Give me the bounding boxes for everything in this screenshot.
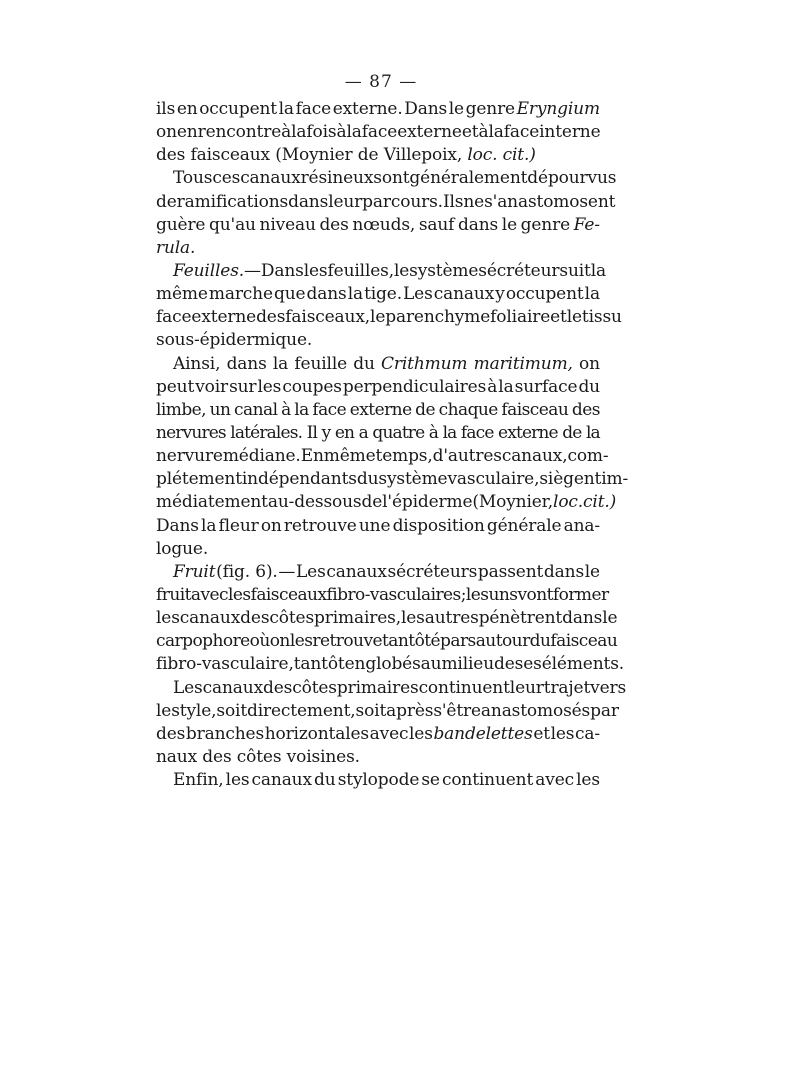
word: autour: [475, 631, 530, 652]
text-line: [156, 723, 600, 746]
word: des: [202, 746, 232, 767]
word: retrouve: [312, 631, 383, 652]
word: leur: [509, 677, 544, 698]
word: directement,: [247, 700, 356, 721]
word: les: [576, 770, 600, 791]
word: les: [225, 770, 250, 791]
word: de: [357, 145, 379, 166]
word: Les: [173, 677, 203, 698]
word: le: [156, 700, 172, 721]
word: côtes: [236, 746, 282, 767]
word: médiane.: [222, 446, 301, 467]
word: (Moynier,: [472, 492, 554, 513]
word: sur: [229, 376, 257, 397]
text-line: [156, 584, 609, 607]
word: les: [257, 376, 282, 397]
word: à: [428, 422, 439, 443]
word: sont: [373, 168, 410, 189]
word: Tous: [173, 168, 213, 189]
word: une: [358, 515, 391, 536]
word: la: [201, 515, 217, 536]
word: im-: [601, 469, 629, 490]
word: milieu: [441, 654, 494, 675]
word: carpophore: [156, 631, 250, 652]
word: se: [421, 770, 440, 791]
word: (Moynier: [275, 145, 353, 166]
word: face: [503, 122, 540, 143]
word: côtes: [292, 677, 337, 698]
text-line: [156, 283, 600, 306]
word: dans: [543, 561, 585, 582]
word: suit: [559, 260, 591, 281]
word: les: [400, 608, 425, 629]
text-line: [156, 237, 600, 260]
word: continuent: [441, 770, 534, 791]
word: à: [478, 122, 489, 143]
word: face: [312, 399, 347, 420]
text-line: [156, 98, 600, 121]
word: canaux: [240, 168, 301, 189]
word: des: [256, 307, 286, 328]
text-line: [156, 769, 600, 792]
word: vont: [517, 584, 553, 605]
word: Ils: [442, 191, 464, 212]
word: externe: [498, 422, 558, 443]
word: Les: [403, 284, 433, 305]
word: logue.: [156, 538, 209, 559]
word: perpendiculaires: [342, 376, 487, 397]
word: loc.: [553, 492, 584, 513]
word: —: [244, 260, 261, 281]
word: et: [533, 723, 550, 744]
word: on: [579, 353, 600, 374]
word: branches: [185, 723, 265, 744]
text-line: [156, 746, 600, 769]
word: parenchyme: [385, 307, 491, 328]
page-number: — 87 —: [344, 72, 418, 92]
word: de: [156, 191, 177, 212]
word: maritimum,: [473, 353, 573, 374]
word: Les: [296, 561, 326, 582]
word: tantôt: [382, 631, 431, 652]
word: ramifications: [176, 191, 289, 212]
word: disposition: [392, 515, 485, 536]
word: ana-: [563, 515, 600, 536]
word: limbe,: [156, 399, 207, 420]
word: externe: [349, 399, 412, 420]
word: les: [289, 631, 313, 652]
word: système: [378, 469, 448, 490]
word: canaux,: [501, 446, 568, 467]
word: face: [295, 99, 332, 119]
word: passent: [477, 561, 544, 582]
text-line: [156, 468, 629, 491]
word: résineux: [300, 168, 374, 189]
word: Enfin,: [173, 770, 224, 791]
word: des: [263, 677, 293, 698]
word: d'autres: [432, 446, 502, 467]
word: dans: [306, 284, 347, 305]
word: de: [415, 399, 436, 420]
word: les: [156, 608, 180, 629]
word: peut: [156, 376, 195, 397]
word: faisceau: [501, 399, 569, 420]
word: que: [273, 284, 306, 305]
word: et: [461, 122, 479, 143]
word: y: [495, 284, 505, 305]
word: vers: [590, 677, 627, 698]
word: la: [584, 284, 600, 305]
word: faisceaux,: [285, 307, 371, 328]
word: l'épiderme: [382, 492, 473, 513]
word: la: [442, 422, 457, 443]
word: bandelettes: [433, 723, 533, 744]
word: la: [278, 99, 294, 119]
word: primaires,: [314, 608, 401, 629]
word: Dans: [260, 260, 304, 281]
word: tissu: [581, 307, 622, 328]
word: rula.: [156, 237, 196, 258]
word: externe.: [332, 99, 403, 119]
word: face: [361, 122, 398, 143]
word: sauf: [418, 214, 455, 235]
word: quatre: [372, 422, 425, 443]
word: dans: [288, 191, 329, 212]
word: en: [176, 99, 198, 119]
word: retrouve: [283, 515, 357, 536]
word: —: [278, 561, 296, 582]
text-line: [156, 700, 619, 723]
word: fleur: [218, 515, 259, 536]
text-line: [156, 491, 617, 514]
word: le: [370, 307, 386, 328]
text-line: [156, 376, 600, 399]
text-line: [156, 422, 600, 445]
text-line: [156, 353, 600, 376]
word: on: [156, 122, 177, 143]
word: la: [585, 422, 600, 443]
word: Dans: [156, 515, 199, 536]
word: des: [571, 399, 600, 420]
word: loc. cit.): [467, 145, 536, 166]
word: de: [361, 492, 383, 513]
word: en: [334, 422, 355, 443]
text-line: [156, 607, 618, 630]
word: Fruit: [173, 561, 216, 582]
word: Feuilles.: [173, 260, 245, 281]
word: un: [209, 399, 231, 420]
word: primaires: [336, 677, 419, 698]
word: la: [272, 353, 289, 374]
text-line: [156, 399, 600, 422]
word: ils: [156, 99, 176, 119]
word: indépendants: [241, 469, 357, 490]
word: voisines.: [286, 746, 360, 767]
word: y: [321, 422, 331, 443]
word: externe: [397, 122, 462, 143]
word: face: [156, 307, 192, 328]
word: ces: [212, 168, 241, 189]
word: canal: [234, 399, 278, 420]
word: sécréteur: [478, 260, 560, 281]
text-line: [156, 214, 600, 237]
word: marche: [208, 284, 273, 305]
word: coupes: [282, 376, 342, 397]
word: fibro-vasculaires;: [326, 584, 466, 605]
word: le: [566, 307, 582, 328]
word: (fig. 6).: [216, 561, 278, 582]
word: chaque: [438, 399, 498, 420]
word: des: [156, 723, 186, 744]
word: s'être: [433, 700, 481, 721]
word: foliaire: [490, 307, 551, 328]
word: feuille: [294, 353, 348, 374]
word: style,: [171, 700, 217, 721]
text-line: [156, 167, 617, 190]
word: temps,: [375, 446, 433, 467]
word: ca-: [575, 723, 600, 744]
word: faisceau: [550, 631, 618, 652]
word: même: [156, 284, 208, 305]
word: fois: [306, 122, 337, 143]
text-line: [156, 445, 609, 468]
word: vasculaire,: [447, 469, 540, 490]
word: de: [562, 422, 582, 443]
word: latérales.: [230, 422, 303, 443]
word: après: [386, 700, 434, 721]
word: avec: [369, 723, 409, 744]
word: en: [176, 122, 198, 143]
word: anastomosés: [480, 700, 591, 721]
word: stylopode: [337, 770, 420, 791]
word: et: [550, 307, 567, 328]
word: au-dessous: [267, 492, 362, 513]
word: côtes: [269, 608, 315, 629]
word: com-: [567, 446, 609, 467]
word: soit: [355, 700, 387, 721]
word: la: [488, 122, 504, 143]
word: dépourvus: [527, 168, 617, 189]
word: soit: [216, 700, 248, 721]
word: Il: [306, 422, 318, 443]
word: Ainsi,: [173, 353, 221, 374]
word: canaux: [202, 677, 264, 698]
word: face: [460, 422, 494, 443]
word: trajet: [543, 677, 591, 698]
word: canaux: [251, 770, 312, 791]
body-text: [156, 98, 629, 792]
word: le: [448, 99, 464, 119]
word: occupent: [505, 284, 584, 305]
word: Eryngium: [516, 99, 600, 119]
word: la: [291, 122, 307, 143]
text-line: [156, 677, 627, 700]
word: Villepoix,: [383, 145, 463, 166]
word: au: [420, 654, 442, 675]
word: parcours.: [362, 191, 443, 212]
word: la: [294, 399, 309, 420]
word: le: [501, 214, 517, 235]
word: genre: [520, 214, 570, 235]
word: les: [465, 584, 489, 605]
word: englobés: [344, 654, 421, 675]
word: même: [323, 446, 376, 467]
word: En: [300, 446, 324, 467]
word: des: [156, 145, 186, 166]
word: par: [590, 700, 619, 721]
word: autres: [424, 608, 479, 629]
word: Fe-: [573, 214, 600, 235]
word: surface: [514, 376, 578, 397]
word: Dans: [404, 99, 448, 119]
word: épars: [430, 631, 476, 652]
word: dans: [226, 353, 267, 374]
word: les: [303, 260, 328, 281]
word: avec: [190, 584, 229, 605]
word: cit.): [583, 492, 617, 513]
word: Crithmum: [381, 353, 468, 374]
word: à: [281, 399, 291, 420]
word: s'anastomosent: [484, 191, 616, 212]
text-line: [156, 538, 600, 561]
word: naux: [156, 746, 198, 767]
word: des: [240, 608, 270, 629]
text-line: [156, 630, 618, 653]
text-line: [156, 144, 600, 167]
word: nervure: [156, 446, 223, 467]
text-line: [156, 329, 600, 352]
word: tantôt: [293, 654, 345, 675]
text-line: [156, 515, 600, 538]
word: rencontre: [197, 122, 282, 143]
word: ne: [463, 191, 485, 212]
word: a: [358, 422, 368, 443]
word: occupent: [199, 99, 277, 119]
text-line: [156, 121, 600, 144]
word: du: [353, 353, 375, 374]
word: tige.: [364, 284, 402, 305]
text-line: [156, 561, 600, 584]
text-line: [156, 653, 625, 676]
text-line: [156, 191, 616, 214]
word: continuent: [418, 677, 510, 698]
word: du: [529, 631, 551, 652]
word: pénètrent: [478, 608, 563, 629]
word: interne: [539, 122, 601, 143]
word: feuilles,: [327, 260, 394, 281]
word: sous-épidermique.: [156, 330, 313, 351]
word: canaux: [326, 561, 387, 582]
word: niveau: [259, 214, 316, 235]
word: faisceaux: [190, 145, 270, 166]
word: la: [347, 284, 363, 305]
word: leur: [328, 191, 363, 212]
word: système: [409, 260, 479, 281]
word: former: [552, 584, 609, 605]
word: du: [578, 376, 600, 397]
word: sécréteurs: [387, 561, 478, 582]
word: guère: [156, 214, 206, 235]
word: externe: [191, 307, 257, 328]
word: on: [269, 631, 290, 652]
word: les: [228, 584, 251, 605]
word: généralement: [409, 168, 528, 189]
word: canaux: [179, 608, 241, 629]
word: dans: [562, 608, 603, 629]
word: à: [336, 122, 347, 143]
word: à: [281, 122, 292, 143]
word: ses: [514, 654, 542, 675]
text-line: [156, 260, 606, 283]
word: siègent: [539, 469, 602, 490]
word: plétement: [156, 469, 242, 490]
word: le: [393, 260, 410, 281]
word: faisceaux: [250, 584, 327, 605]
word: la: [346, 122, 362, 143]
word: du: [314, 770, 336, 791]
word: canaux: [433, 284, 495, 305]
word: de: [494, 654, 515, 675]
word: médiatement: [156, 492, 268, 513]
word: voir: [195, 376, 228, 397]
word: la: [590, 260, 606, 281]
word: dans: [458, 214, 499, 235]
word: genre: [465, 99, 515, 119]
word: les: [409, 723, 433, 744]
word: qu'au: [209, 214, 256, 235]
word: générale: [486, 515, 562, 536]
word: nervures: [156, 422, 226, 443]
word: éléments.: [541, 654, 625, 675]
word: des: [319, 214, 349, 235]
word: à: [487, 376, 498, 397]
word: le: [602, 608, 618, 629]
word: les: [550, 723, 575, 744]
word: fruit: [156, 584, 191, 605]
word: le: [584, 561, 600, 582]
word: du: [356, 469, 379, 490]
word: où: [249, 631, 270, 652]
word: avec: [535, 770, 575, 791]
word: fibro-vasculaire,: [156, 654, 294, 675]
word: la: [498, 376, 514, 397]
word: nœuds,: [352, 214, 416, 235]
word: horizontales: [264, 723, 369, 744]
text-line: [156, 306, 622, 329]
word: uns: [488, 584, 518, 605]
word: on: [260, 515, 282, 536]
